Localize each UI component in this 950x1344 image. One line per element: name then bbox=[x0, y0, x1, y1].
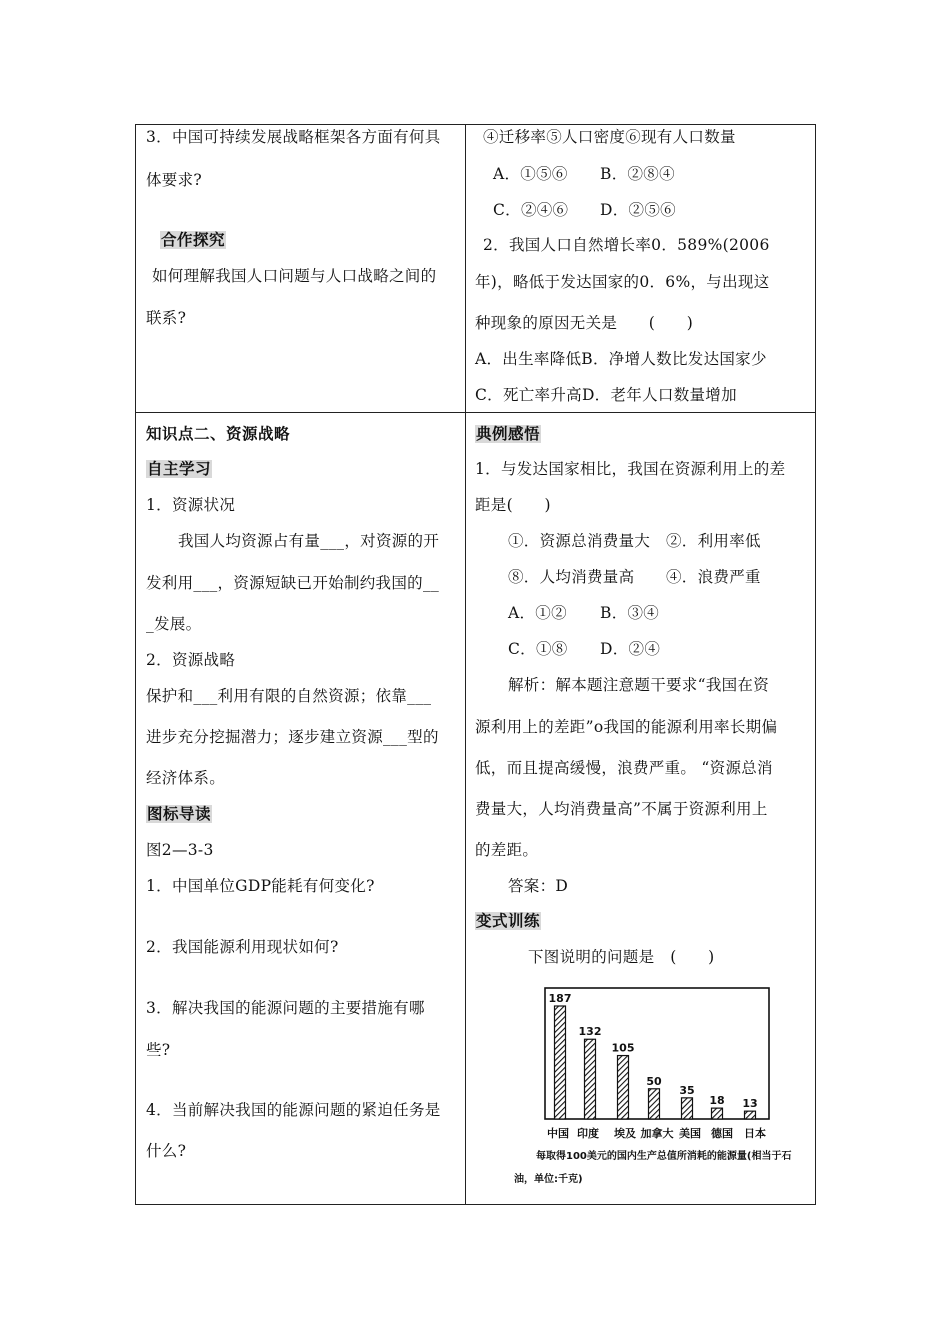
option-b: B．②⑧④ bbox=[600, 165, 675, 183]
options-line: ④迁移率⑤人口密度⑥现有人口数量 bbox=[483, 128, 736, 146]
value-label-0: 187 bbox=[548, 992, 572, 1005]
bar-5 bbox=[712, 1108, 723, 1119]
answer-line: 答案：D bbox=[508, 877, 569, 895]
figure-reference: 图2—3-3 bbox=[146, 841, 214, 859]
bar-6 bbox=[745, 1111, 756, 1119]
knowledge-point-2: 知识点二、资源战略 bbox=[146, 425, 291, 443]
coop-heading-text: 合作探究 bbox=[161, 231, 226, 249]
resource-status-line1: 我国人均资源占有量___，对资源的开 bbox=[178, 532, 440, 550]
option-c: C．②④⑥ bbox=[493, 201, 569, 219]
value-label-1: 132 bbox=[578, 1025, 602, 1039]
variant-heading-text: 变式训练 bbox=[476, 912, 541, 930]
chart-bars bbox=[555, 1006, 756, 1119]
resource-strategy-heading: 2．资源战略 bbox=[146, 651, 236, 669]
variant-question: 下图说明的问题是 ( ) bbox=[528, 948, 715, 966]
example-question-line2: 距是( ) bbox=[475, 496, 551, 514]
bar-0 bbox=[555, 1006, 566, 1119]
bar-4 bbox=[682, 1098, 693, 1119]
chart-caption-line1: 每取得100美元的国内生产总值所消耗的能源量(相当于石 bbox=[536, 1151, 792, 1162]
option-d: D．②⑤⑥ bbox=[600, 201, 676, 219]
self-study-heading bbox=[146, 459, 212, 479]
bar-3 bbox=[649, 1089, 660, 1119]
resource-status-line3: _发展。 bbox=[146, 615, 202, 633]
category-label-5: 德国 bbox=[711, 1127, 733, 1140]
bar-2 bbox=[618, 1056, 629, 1119]
example-answer-c: C．①⑧ bbox=[508, 640, 568, 658]
answers-cd: C．死亡率升高D．老年人口数量增加 bbox=[475, 386, 737, 404]
figure-question-4-line2: 什么? bbox=[146, 1142, 187, 1160]
energy-consumption-chart bbox=[512, 984, 802, 1194]
resource-strategy-line2: 进步充分挖掘潜力；逐步建立资源___型的 bbox=[146, 728, 439, 746]
figure-question-1: 1．中国单位GDP能耗有何变化? bbox=[146, 877, 375, 895]
analysis-line5: 的差距。 bbox=[475, 841, 539, 859]
self-study-text: 自主学习 bbox=[147, 460, 212, 478]
figure-question-3-line1: 3．解决我国的能源问题的主要措施有哪 bbox=[146, 999, 425, 1017]
figure-reading-heading bbox=[146, 804, 212, 824]
figure-reading-text: 图标导读 bbox=[147, 805, 212, 823]
example-answer-b: B．③④ bbox=[600, 604, 660, 622]
question-2-line1: 2．我国人口自然增长率0．589%(2006 bbox=[483, 236, 770, 254]
resource-strategy-line3: 经济体系。 bbox=[146, 769, 226, 787]
question-3-line2: 体要求? bbox=[146, 171, 203, 189]
category-label-1: 印度 bbox=[577, 1127, 599, 1140]
bar-1 bbox=[585, 1039, 596, 1119]
coop-question-line1: 如何理解我国人口问题与人口战略之间的 bbox=[152, 267, 437, 285]
option-a: A．①⑤⑥ bbox=[493, 165, 568, 183]
chart-caption-line2: 油，单位:千克) bbox=[514, 1174, 583, 1185]
resource-status-heading: 1．资源状况 bbox=[146, 496, 236, 514]
example-options-line1: ①．资源总消费量大 ②．利用率低 bbox=[508, 532, 761, 550]
column-divider bbox=[465, 124, 466, 1205]
question-3-line1: 3．中国可持续发展战略框架各方面有何具 bbox=[146, 128, 441, 146]
value-label-5: 18 bbox=[709, 1094, 725, 1108]
coop-heading bbox=[160, 230, 226, 250]
category-label-3: 加拿大 bbox=[640, 1127, 674, 1140]
resource-status-line2: 发利用___，资源短缺已开始制约我国的__ bbox=[146, 574, 440, 592]
category-label-0: 中国 bbox=[547, 1127, 569, 1140]
figure-question-2: 2．我国能源利用现状如何? bbox=[146, 938, 339, 956]
value-label-2: 105 bbox=[611, 1041, 635, 1055]
row-divider bbox=[135, 412, 816, 413]
variant-heading bbox=[475, 911, 541, 931]
example-heading bbox=[475, 424, 541, 444]
example-options-line2: ⑧．人均消费量高 ④．浪费严重 bbox=[508, 568, 761, 586]
analysis-line1: 解析：解本题注意题干要求“我国在资 bbox=[508, 676, 770, 694]
category-label-2: 埃及 bbox=[614, 1127, 636, 1140]
value-label-3: 50 bbox=[646, 1074, 662, 1088]
answers-ab: A．出生率降低B．净增人数比发达国家少 bbox=[475, 350, 767, 368]
analysis-line2: 源利用上的差距”o我国的能源利用率长期偏 bbox=[475, 718, 778, 736]
example-heading-text: 典例感悟 bbox=[476, 425, 541, 443]
example-answer-a: A．①② bbox=[508, 604, 567, 622]
figure-question-3-line2: 些? bbox=[146, 1041, 171, 1059]
example-answer-d: D．②④ bbox=[600, 640, 661, 658]
question-2-line3: 种现象的原因无关是 ( ) bbox=[475, 314, 694, 332]
category-label-4: 美国 bbox=[679, 1127, 701, 1140]
example-question-line1: 1．与发达国家相比，我国在资源利用上的差 bbox=[475, 460, 786, 478]
coop-question-line2: 联系? bbox=[146, 309, 187, 327]
category-label-6: 日本 bbox=[744, 1127, 766, 1140]
question-2-line2: 年)，略低于发达国家的0．6%，与出现这 bbox=[475, 273, 770, 291]
figure-question-4-line1: 4．当前解决我国的能源问题的紧迫任务是 bbox=[146, 1101, 441, 1119]
value-label-4: 35 bbox=[679, 1083, 695, 1097]
value-label-6: 13 bbox=[742, 1097, 758, 1111]
analysis-line4: 费量大，人均消费量高”不属于资源利用上 bbox=[475, 800, 768, 818]
analysis-line3: 低，而且提高缓慢，浪费严重。 “资源总消 bbox=[475, 759, 773, 777]
chart-category-labels bbox=[547, 1126, 766, 1140]
resource-strategy-line1: 保护和___利用有限的自然资源；依靠___ bbox=[146, 687, 432, 705]
